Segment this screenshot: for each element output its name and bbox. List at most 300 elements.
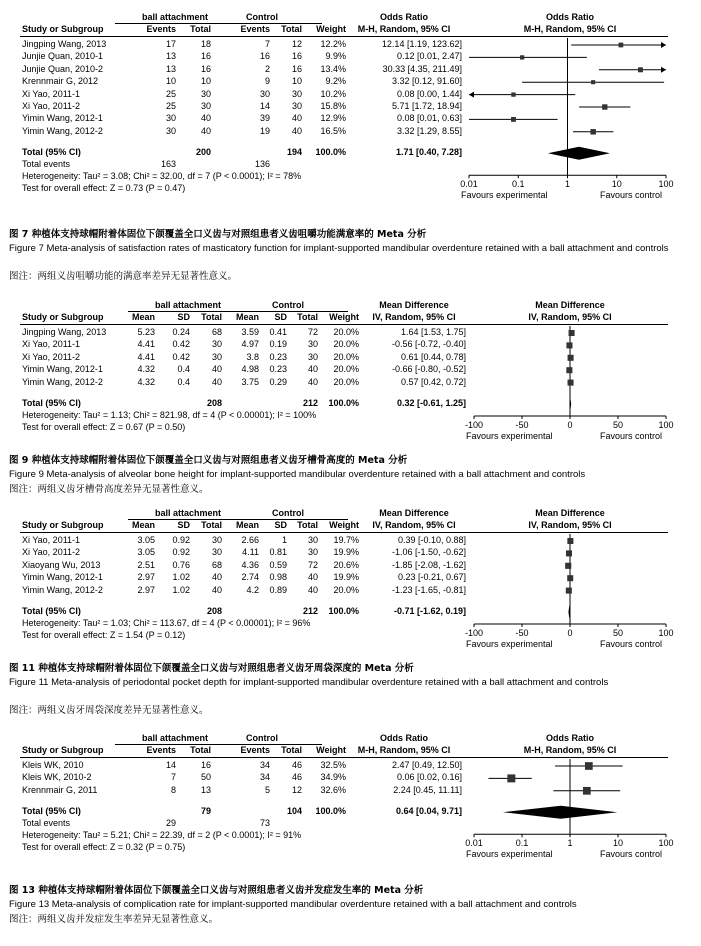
study-value: 0.59	[269, 559, 287, 570]
total-n1: 208	[206, 398, 222, 408]
total-weight: 100.0%	[315, 147, 346, 158]
study-ci: 3.32 [0.12, 91.60]	[391, 76, 462, 87]
study-weight: 20.0%	[333, 327, 359, 337]
x-tick-label: -50	[515, 420, 529, 430]
col-total2-header: Total	[297, 520, 318, 530]
col-weight-header: Weight	[316, 745, 346, 755]
figure-note: 图注：两组义齿咀嚼功能的满意率差异无显著性意义。	[9, 271, 238, 282]
x-tick-label: 100	[658, 420, 674, 430]
table-header-rule	[20, 532, 668, 533]
study-value: 40	[211, 584, 222, 595]
study-value: 0.23	[269, 364, 287, 375]
point-estimate-marker	[619, 43, 624, 48]
overall-effect-text: Test for overall effect: Z = 1.54 (P = 0.12)	[22, 630, 186, 640]
favours-left-label: Favours experimental	[466, 431, 553, 441]
col-total2-header: Total	[297, 312, 318, 322]
total-n2: 212	[302, 398, 318, 408]
study-name: Kleis WK, 2010-2	[22, 772, 92, 783]
study-value: 4.36	[241, 559, 259, 570]
x-tick-label: 50	[612, 628, 624, 638]
study-value: 30	[307, 547, 318, 558]
total-events-label: Total events	[22, 159, 71, 170]
method-header: M-H, Random, 95% CI	[357, 24, 451, 34]
study-name: Xi Yao, 2011-2	[22, 101, 81, 111]
figure-caption-cn: 图 9 种植体支持球帽附着体固位下颌覆盖全口义齿与对照组患者义齿牙槽骨高度的 Meta 分析	[9, 455, 408, 466]
study-ci: -1.23 [-1.65, -0.81]	[391, 584, 466, 595]
total-n2: 212	[302, 606, 318, 616]
study-value: 40	[211, 572, 222, 583]
total-weight: 100.0%	[328, 398, 359, 408]
study-value: 7	[264, 39, 270, 49]
study-value: 12	[291, 39, 302, 49]
favours-right-label: Favours control	[599, 849, 662, 860]
study-weight: 19.9%	[333, 547, 359, 558]
point-estimate-marker	[585, 762, 593, 770]
col-study-header: Study or Subgroup	[22, 745, 104, 755]
heterogeneity-text: Heterogeneity: Tau² = 1.13; Chi² = 821.98, df = 4 (P < 0.00001); I² = 100%	[22, 410, 317, 420]
study-value: 0.29	[269, 376, 287, 387]
total-events-label: Total events	[22, 818, 71, 829]
x-tick-label: 100	[658, 179, 674, 190]
study-value: 40	[200, 113, 211, 124]
point-estimate-marker	[590, 129, 595, 134]
study-value: 0.4	[177, 376, 190, 387]
effect-header: Odds Ratio	[379, 733, 428, 743]
study-value: 30	[307, 535, 318, 545]
plot-method-header: IV, Random, 95% CI	[528, 312, 612, 322]
figure-note: 图注：两组义齿并发症发生率差异无显著性意义。	[9, 914, 219, 925]
point-estimate-marker	[567, 538, 573, 544]
study-weight: 32.5%	[320, 760, 346, 770]
col-events2-header: Events	[240, 745, 270, 755]
figure-caption-cn: 图 11 种植体支持球帽附着体固位下颌覆盖全口义齿与对照组患者义齿牙周袋深度的 Meta 分析	[9, 663, 414, 674]
study-value: 40	[307, 364, 318, 375]
study-weight: 19.9%	[333, 572, 359, 583]
study-value: 40	[200, 125, 211, 136]
study-weight: 20.0%	[333, 376, 359, 387]
study-weight: 15.8%	[320, 101, 346, 111]
col-total1-header: Total	[190, 24, 211, 34]
study-ci: 30.33 [4.35, 211.49]	[382, 63, 462, 74]
study-weight: 9.9%	[325, 51, 346, 62]
study-value: 17	[165, 39, 176, 49]
study-name: Xi Yao, 2011-1	[22, 535, 81, 545]
col-mean2-header: Mean	[235, 520, 259, 530]
heterogeneity-text: Heterogeneity: Tau² = 1.03; Chi² = 113.67, df = 4 (P < 0.00001); I² = 96%	[22, 618, 311, 628]
effect-header: Odds Ratio	[379, 12, 428, 22]
total-weight: 100.0%	[328, 606, 359, 616]
study-value: 3.59	[241, 327, 259, 337]
col-events2-header: Events	[240, 24, 270, 34]
overall-effect-text: Test for overall effect: Z = 0.32 (P = 0.75)	[22, 842, 186, 853]
study-value: 12	[291, 784, 302, 795]
study-name: Yimin Wang, 2012-1	[22, 572, 103, 583]
study-value: 4.2	[246, 584, 259, 595]
x-tick-label: 0.01	[460, 179, 478, 190]
study-value: 30	[200, 88, 211, 99]
study-value: 72	[307, 559, 318, 570]
study-ci: 0.06 [0.02, 0.16]	[396, 772, 462, 783]
study-value: 30	[307, 351, 318, 362]
study-value: 30	[307, 339, 318, 350]
study-value: 16	[200, 760, 211, 770]
study-ci: 0.08 [0.00, 1.44]	[396, 88, 462, 99]
study-ci: 0.12 [0.01, 2.47]	[396, 51, 462, 62]
study-value: 0.24	[172, 327, 190, 337]
effect-header: Mean Difference	[379, 300, 449, 310]
study-value: 0.92	[172, 535, 190, 545]
col-sd2-header: SD	[274, 520, 287, 530]
study-value: 25	[165, 101, 176, 111]
col-total1-header: Total	[201, 520, 222, 530]
point-estimate-marker	[568, 355, 574, 361]
study-value: 40	[291, 113, 302, 124]
col-weight-header: Weight	[329, 520, 359, 530]
study-value: 1.02	[172, 572, 190, 583]
x-tick-label: 100	[658, 628, 674, 638]
study-value: 72	[307, 327, 318, 337]
study-ci: 5.71 [1.72, 18.94]	[391, 101, 462, 111]
total-events-1: 163	[160, 159, 176, 170]
study-name: Kleis WK, 2010	[22, 760, 84, 770]
study-value: 10	[291, 76, 302, 87]
point-estimate-marker	[566, 550, 572, 556]
total-n1: 79	[200, 806, 211, 817]
group2-header: Control	[202, 733, 322, 745]
col-total1-header: Total	[201, 312, 222, 322]
total-n2: 104	[286, 806, 302, 817]
study-value: 0.76	[172, 559, 190, 570]
method-header: IV, Random, 95% CI	[372, 520, 456, 530]
study-value: 2.66	[241, 535, 259, 545]
col-mean1-header: Mean	[131, 520, 155, 530]
study-name: Jingping Wang, 2013	[22, 327, 107, 337]
study-value: 3.8	[246, 351, 259, 362]
study-value: 10	[165, 76, 176, 87]
study-name: Yimin Wang, 2012-1	[22, 113, 103, 124]
study-value: 4.32	[137, 364, 155, 375]
point-estimate-marker	[638, 67, 643, 72]
x-tick-label: 10	[612, 838, 624, 849]
study-value: 0.92	[172, 547, 190, 558]
study-value: 30	[200, 101, 211, 111]
table-header-rule	[20, 36, 668, 37]
method-header: M-H, Random, 95% CI	[357, 745, 451, 755]
study-name: Jingping Wang, 2013	[22, 39, 107, 49]
total-n1: 200	[195, 147, 211, 158]
x-tick-label: -100	[464, 420, 484, 430]
total-ci: -0.71 [-1.62, 0.19]	[393, 606, 466, 616]
plot-effect-header: Odds Ratio	[545, 12, 594, 22]
study-value: 30	[211, 535, 222, 545]
study-value: 34	[259, 760, 270, 770]
group2-header: Control	[228, 300, 348, 312]
study-value: 7	[170, 772, 176, 783]
total-ci: 0.32 [-0.61, 1.25]	[396, 398, 466, 408]
study-value: 30	[211, 547, 222, 558]
ci-arrow-right	[661, 42, 666, 48]
figure-caption-cn: 图 13 种植体支持球帽附着体固位下颌覆盖全口义齿与对照组患者义齿并发症发生率的 Meta 分析	[9, 885, 424, 896]
figure-note: 图注：两组义齿牙周袋深度差异无显著性意义。	[9, 705, 209, 716]
study-value: 19	[259, 125, 270, 136]
x-tick-label: 1	[564, 179, 571, 190]
point-estimate-marker	[507, 774, 515, 782]
study-value: 10	[200, 76, 211, 87]
study-value: 30	[165, 113, 176, 124]
study-ci: 2.47 [0.49, 12.50]	[391, 760, 462, 770]
overall-effect-text: Test for overall effect: Z = 0.67 (P = 0.50)	[22, 422, 186, 432]
favours-left-label: Favours experimental	[466, 849, 553, 860]
study-ci: 1.64 [1.53, 1.75]	[400, 327, 466, 337]
total-n1: 208	[206, 606, 222, 616]
table-header-rule	[20, 324, 668, 325]
study-value: 0.42	[172, 339, 190, 350]
study-weight: 20.0%	[333, 584, 359, 595]
study-value: 0.42	[172, 351, 190, 362]
plot-method-header: M-H, Random, 95% CI	[523, 24, 617, 34]
study-value: 40	[307, 584, 318, 595]
figure-caption-en: Figure 13 Meta-analysis of complication rate for implant-supported mandibular overdenture retained with a ball attachment and controls	[9, 899, 577, 910]
heterogeneity-text: Heterogeneity: Tau² = 3.08; Chi² = 32.00, df = 7 (P < 0.0001); I² = 78%	[22, 171, 302, 182]
study-value: 16	[200, 51, 211, 62]
point-estimate-marker	[568, 380, 574, 386]
study-value: 16	[291, 51, 302, 62]
study-value: 40	[307, 376, 318, 387]
study-ci: 0.23 [-0.21, 0.67]	[397, 572, 466, 583]
total-ci: 1.71 [0.40, 7.28]	[395, 147, 462, 158]
favours-left-label: Favours experimental	[461, 190, 548, 201]
total-events-1: 29	[165, 818, 176, 829]
study-value: 68	[211, 327, 222, 337]
study-value: 0.19	[269, 339, 287, 350]
study-value: 30	[211, 339, 222, 350]
group1-header: ball attachment	[115, 733, 235, 745]
study-value: 3.05	[137, 547, 155, 558]
col-total2-header: Total	[281, 24, 302, 34]
x-tick-label: 0.1	[511, 179, 525, 190]
point-estimate-marker	[569, 330, 575, 336]
x-tick-label: 50	[612, 420, 624, 430]
study-value: 14	[165, 760, 176, 770]
study-ci: 0.08 [0.01, 0.63]	[396, 113, 462, 124]
plot-effect-header: Odds Ratio	[545, 733, 594, 743]
col-study-header: Study or Subgroup	[22, 24, 104, 34]
x-tick-label: 0	[567, 420, 573, 430]
study-value: 46	[291, 760, 302, 770]
total-label: Total (95% CI)	[22, 147, 81, 158]
study-ci: 0.57 [0.42, 0.72]	[400, 376, 466, 387]
study-value: 5.23	[137, 327, 155, 337]
study-value: 13	[165, 51, 176, 62]
heterogeneity-text: Heterogeneity: Tau² = 5.21; Chi² = 22.39, df = 2 (P < 0.0001); I² = 91%	[22, 830, 302, 841]
pooled-diamond	[548, 147, 610, 160]
study-ci: -0.66 [-0.80, -0.52]	[391, 364, 466, 375]
study-ci: 12.14 [1.19, 123.62]	[381, 39, 462, 49]
study-value: 14	[259, 101, 270, 111]
study-value: 34	[259, 772, 270, 783]
study-value: 3.05	[137, 535, 155, 545]
study-name: Junjie Quan, 2010-1	[22, 51, 104, 62]
study-value: 2	[264, 63, 270, 74]
study-name: Yimin Wang, 2012-2	[22, 376, 103, 387]
x-tick-label: -50	[515, 628, 529, 638]
col-mean1-header: Mean	[131, 312, 155, 322]
study-weight: 12.2%	[320, 39, 346, 49]
study-value: 25	[165, 88, 176, 99]
study-value: 40	[211, 364, 222, 375]
x-tick-label: 1	[567, 838, 573, 849]
col-sd1-header: SD	[177, 312, 190, 322]
study-ci: -1.06 [-1.50, -0.62]	[391, 547, 466, 558]
total-events-2: 73	[259, 818, 270, 829]
point-estimate-marker	[567, 575, 573, 581]
study-weight: 16.5%	[320, 125, 346, 136]
total-events-2: 136	[254, 159, 270, 170]
total-label: Total (95% CI)	[22, 606, 81, 616]
point-estimate-marker	[511, 117, 516, 122]
study-name: Xi Yao, 2011-2	[22, 351, 81, 362]
study-value: 40	[211, 376, 222, 387]
col-study-header: Study or Subgroup	[22, 312, 104, 322]
study-value: 16	[200, 63, 211, 74]
study-value: 39	[259, 113, 270, 124]
x-tick-label: 0.1	[515, 838, 529, 849]
overall-effect-text: Test for overall effect: Z = 0.73 (P = 0.47)	[22, 183, 186, 194]
study-weight: 34.9%	[320, 772, 346, 783]
study-value: 0.4	[177, 364, 190, 375]
favours-right-label: Favours control	[599, 431, 662, 441]
study-value: 4.32	[137, 376, 155, 387]
favours-right-label: Favours control	[599, 190, 662, 201]
col-mean2-header: Mean	[235, 312, 259, 322]
study-value: 1.02	[172, 584, 190, 595]
study-name: Yimin Wang, 2012-2	[22, 584, 103, 595]
point-estimate-marker	[565, 563, 571, 569]
point-estimate-marker	[583, 787, 591, 795]
study-name: Krennmair G, 2011	[22, 784, 98, 795]
study-weight: 20.0%	[333, 339, 359, 350]
study-value: 0.23	[269, 351, 287, 362]
group1-header: ball attachment	[128, 300, 248, 312]
method-header: IV, Random, 95% CI	[372, 312, 456, 322]
col-events1-header: Events	[146, 24, 176, 34]
total-label: Total (95% CI)	[22, 398, 81, 408]
study-value: 4.97	[241, 339, 259, 350]
point-estimate-marker	[511, 92, 515, 96]
col-events1-header: Events	[146, 745, 176, 755]
x-tick-label: -100	[464, 628, 484, 638]
study-name: Xiaoyang Wu, 2013	[22, 559, 101, 570]
study-value: 30	[259, 88, 270, 99]
study-value: 30	[291, 88, 302, 99]
col-study-header: Study or Subgroup	[22, 520, 104, 530]
study-value: 30	[211, 351, 222, 362]
point-estimate-marker	[566, 367, 572, 373]
favours-right-label: Favours control	[599, 639, 662, 649]
study-weight: 10.2%	[320, 88, 346, 99]
col-weight-header: Weight	[329, 312, 359, 322]
x-tick-label: 0	[567, 628, 573, 638]
study-value: 4.41	[137, 351, 155, 362]
study-ci: -0.56 [-0.72, -0.40]	[391, 339, 466, 350]
study-value: 8	[170, 784, 176, 795]
study-weight: 32.6%	[320, 784, 346, 795]
group2-header: Control	[202, 12, 322, 24]
study-ci: -1.85 [-2.08, -1.62]	[391, 559, 466, 570]
study-name: Xi Yao, 2011-1	[22, 88, 81, 99]
group2-header: Control	[228, 508, 348, 520]
point-estimate-marker	[591, 80, 595, 84]
col-sd1-header: SD	[177, 520, 190, 530]
study-weight: 20.6%	[333, 559, 359, 570]
study-value: 1	[281, 535, 287, 545]
study-value: 30	[291, 101, 302, 111]
favours-left-label: Favours experimental	[466, 639, 553, 649]
x-tick-label: 100	[658, 838, 674, 849]
study-value: 2.97	[137, 584, 155, 595]
total-n2: 194	[286, 147, 302, 158]
figure-note: 图注：两组义齿牙槽骨高度差异无显著性意义。	[9, 484, 209, 495]
figure-caption-en: Figure 11 Meta-analysis of periodontal pocket depth for implant-supported mandibular overdenture retained with a ball attachment and controls	[9, 677, 609, 688]
study-name: Yimin Wang, 2012-2	[22, 125, 103, 136]
study-value: 4.98	[241, 364, 259, 375]
study-name: Xi Yao, 2011-2	[22, 547, 81, 558]
point-estimate-marker	[566, 588, 572, 594]
figure-caption-en: Figure 9 Meta-analysis of alveolar bone height for implant-supported mandibular overdenture retained with a ball attachment and controls	[9, 469, 586, 480]
study-value: 13	[200, 784, 211, 795]
study-value: 4.11	[242, 547, 259, 558]
study-ci: 3.32 [1.29, 8.55]	[396, 125, 462, 136]
study-value: 3.75	[241, 376, 259, 387]
study-value: 16	[291, 63, 302, 74]
figure-caption-cn: 图 7 种植体支持球帽附着体固位下颌覆盖全口义齿与对照组患者义齿咀嚼功能满意率的 Meta 分析	[9, 229, 427, 240]
study-name: Junjie Quan, 2010-2	[22, 63, 104, 74]
point-estimate-marker	[602, 104, 607, 109]
study-ci: 2.24 [0.45, 11.11]	[393, 784, 462, 795]
study-value: 2.74	[241, 572, 259, 583]
study-value: 40	[291, 125, 302, 136]
pooled-diamond	[569, 398, 571, 411]
study-value: 18	[200, 39, 211, 49]
pooled-diamond	[568, 606, 570, 619]
figure-caption-en: Figure 7 Meta-analysis of satisfaction rates of masticatory function for implant-supported mandibular overdenture retained with a ball attachment and controls	[9, 243, 669, 254]
study-value: 30	[165, 125, 176, 136]
study-value: 0.89	[269, 584, 287, 595]
table-header-rule	[20, 757, 668, 758]
col-total2-header: Total	[281, 745, 302, 755]
study-ci: 0.39 [-0.10, 0.88]	[397, 535, 466, 545]
x-tick-label: 0.01	[465, 838, 483, 849]
study-name: Xi Yao, 2011-1	[22, 339, 81, 350]
plot-method-header: IV, Random, 95% CI	[528, 520, 612, 530]
group1-header: ball attachment	[128, 508, 248, 520]
study-weight: 20.0%	[333, 364, 359, 375]
study-name: Yimin Wang, 2012-1	[22, 364, 103, 375]
ci-arrow-right	[661, 67, 666, 73]
study-weight: 9.2%	[325, 76, 346, 87]
study-value: 40	[307, 572, 318, 583]
study-value: 16	[259, 51, 270, 62]
study-value: 68	[211, 559, 222, 570]
study-value: 50	[200, 772, 211, 783]
study-name: Krennmair G, 2012	[22, 76, 99, 87]
point-estimate-marker	[566, 342, 572, 348]
plot-effect-header: Mean Difference	[535, 300, 605, 310]
ci-arrow-left	[469, 92, 474, 98]
study-value: 5	[264, 784, 270, 795]
plot-effect-header: Mean Difference	[535, 508, 605, 518]
point-estimate-marker	[520, 55, 524, 59]
